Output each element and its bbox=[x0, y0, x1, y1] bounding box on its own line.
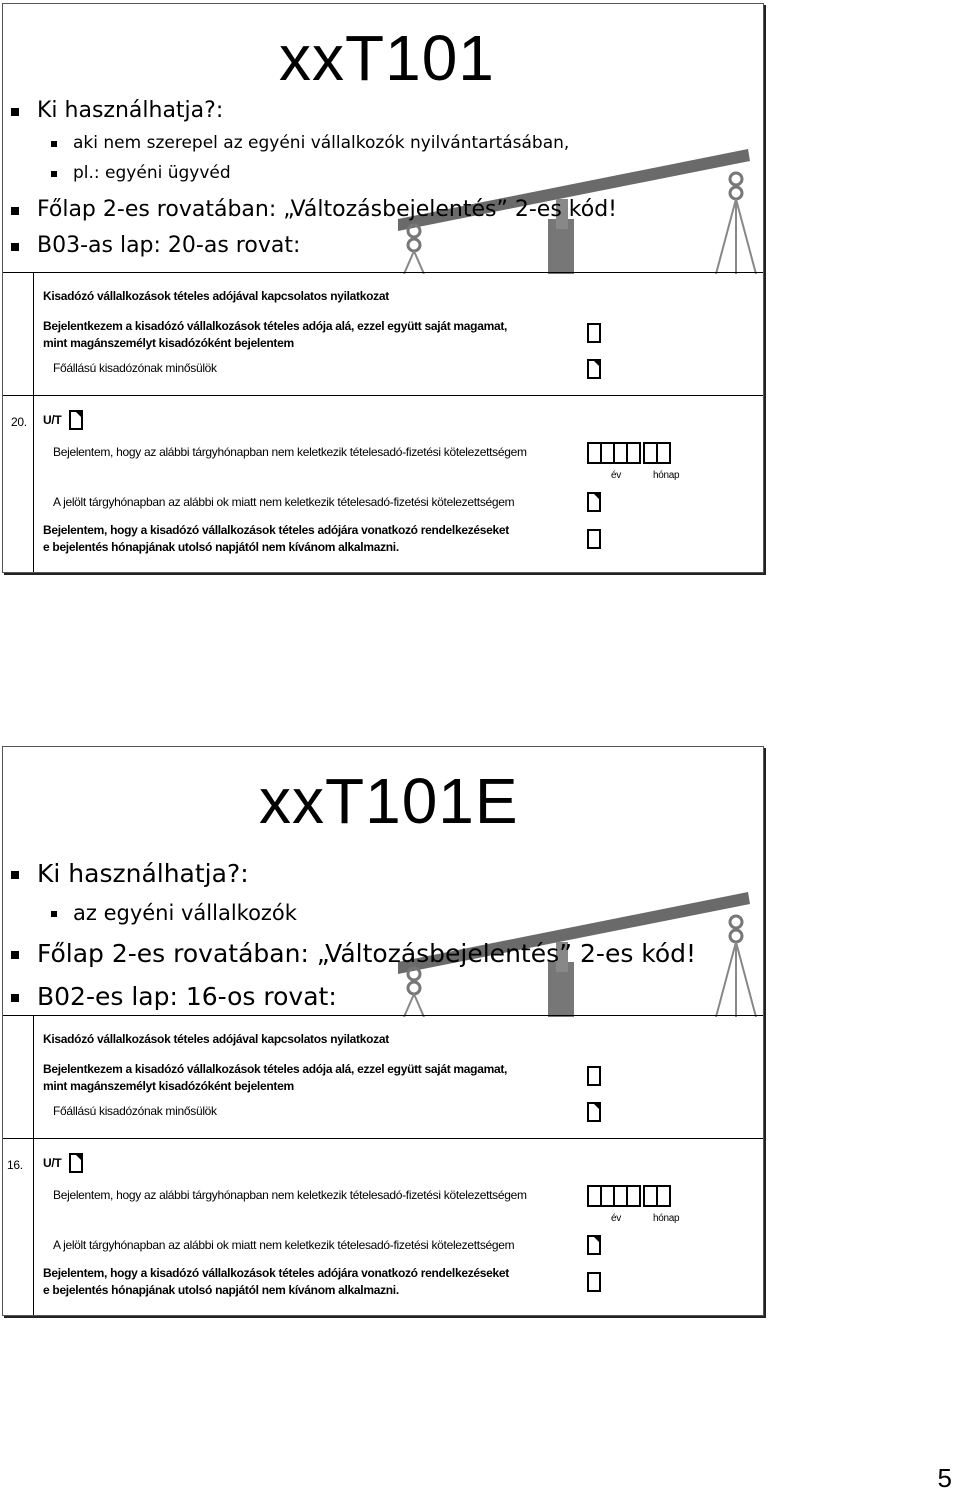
bullet: B02-es lap: 16-os rovat: bbox=[3, 982, 337, 1012]
bullet: Ki használhatja?: bbox=[3, 98, 223, 124]
slide-xxt101e bbox=[2, 746, 764, 1316]
form-declare: Bejelentem, hogy az alábbi tárgyhónapban nem keletkezik tételesadó-fizetési kötelezettségem bbox=[53, 1188, 527, 1202]
bullet: B03-as lap: 20-as rovat: bbox=[3, 233, 300, 259]
form-line1: Bejelentkezem a kisadózó vállalkozások tételes adója alá, ezzel együtt saját magamat, bbox=[43, 1062, 508, 1076]
bullet: Ki használhatja?: bbox=[3, 859, 249, 889]
sub-bullet: pl.: egyéni ügyvéd bbox=[43, 163, 231, 184]
form-main-job: Főállású kisadózónak minősülök bbox=[53, 1104, 217, 1118]
form-reason: A jelölt tárgyhónapban az alábbi ok miatt nem keletkezik tételesadó-fizetési kötelezettségem bbox=[53, 495, 515, 509]
checkbox-ut[interactable] bbox=[69, 1153, 83, 1173]
checkbox-reason[interactable] bbox=[587, 492, 601, 512]
form-snippet bbox=[3, 1015, 763, 1316]
form-line1: Bejelentkezem a kisadózó vállalkozások tételes adója alá, ezzel együtt saját magamat, bbox=[43, 319, 508, 333]
form-reason: A jelölt tárgyhónapban az alábbi ok miatt nem keletkezik tételesadó-fizetési kötelezettségem bbox=[53, 1238, 515, 1252]
ut-label: U/T bbox=[43, 413, 62, 427]
form-snippet bbox=[3, 272, 763, 573]
slide-title: xxT101 bbox=[279, 22, 495, 94]
slide-xxt101 bbox=[2, 3, 764, 573]
year-month-boxes[interactable] bbox=[587, 442, 669, 464]
checkbox-register[interactable] bbox=[587, 1066, 601, 1086]
form-header: Kisadózó vállalkozások tételes adójával kapcsolatos nyilatkozat bbox=[43, 1032, 389, 1046]
form-final1: Bejelentem, hogy a kisadózó vállalkozások tételes adójára vonatkozó rendelkezéseket bbox=[43, 1266, 509, 1280]
form-line2: mint magánszemélyt kisadózóként bejelentem bbox=[43, 336, 294, 350]
year-label: év bbox=[611, 1213, 621, 1224]
ut-label: U/T bbox=[43, 1156, 62, 1170]
checkbox-main-job[interactable] bbox=[587, 1102, 601, 1122]
form-final2: e bejelentés hónapjának utolsó napjától nem kívánom alkalmazni. bbox=[43, 1283, 399, 1297]
form-final1: Bejelentem, hogy a kisadózó vállalkozások tételes adójára vonatkozó rendelkezéseket bbox=[43, 523, 509, 537]
form-line2: mint magánszemélyt kisadózóként bejelentem bbox=[43, 1079, 294, 1093]
month-label: hónap bbox=[653, 1213, 680, 1224]
checkbox-final[interactable] bbox=[587, 529, 601, 549]
form-main-job: Főállású kisadózónak minősülök bbox=[53, 361, 217, 375]
slide-title: xxT101E bbox=[259, 765, 519, 837]
year-month-boxes[interactable] bbox=[587, 1185, 669, 1207]
bullet: Főlap 2-es rovatában: „Változásbejelentés” 2-es kód! bbox=[3, 939, 696, 969]
form-final2: e bejelentés hónapjának utolsó napjától nem kívánom alkalmazni. bbox=[43, 540, 399, 554]
form-header: Kisadózó vállalkozások tételes adójával kapcsolatos nyilatkozat bbox=[43, 289, 389, 303]
checkbox-register[interactable] bbox=[587, 323, 601, 343]
sub-bullet: aki nem szerepel az egyéni vállalkozók nyilvántartásában, bbox=[43, 133, 569, 154]
bullet: Főlap 2-es rovatában: „Változásbejelentés” 2-es kód! bbox=[3, 197, 617, 223]
year-label: év bbox=[611, 470, 621, 481]
page-number: 5 bbox=[937, 1463, 952, 1493]
sub-bullet: az egyéni vállalkozók bbox=[43, 901, 297, 926]
form-declare: Bejelentem, hogy az alábbi tárgyhónapban nem keletkezik tételesadó-fizetési kötelezettségem bbox=[53, 445, 527, 459]
row-number: 20. bbox=[11, 415, 27, 429]
checkbox-final[interactable] bbox=[587, 1272, 601, 1292]
checkbox-main-job[interactable] bbox=[587, 359, 601, 379]
month-label: hónap bbox=[653, 470, 680, 481]
row-number: 16. bbox=[7, 1158, 23, 1172]
checkbox-ut[interactable] bbox=[69, 410, 83, 430]
checkbox-reason[interactable] bbox=[587, 1235, 601, 1255]
